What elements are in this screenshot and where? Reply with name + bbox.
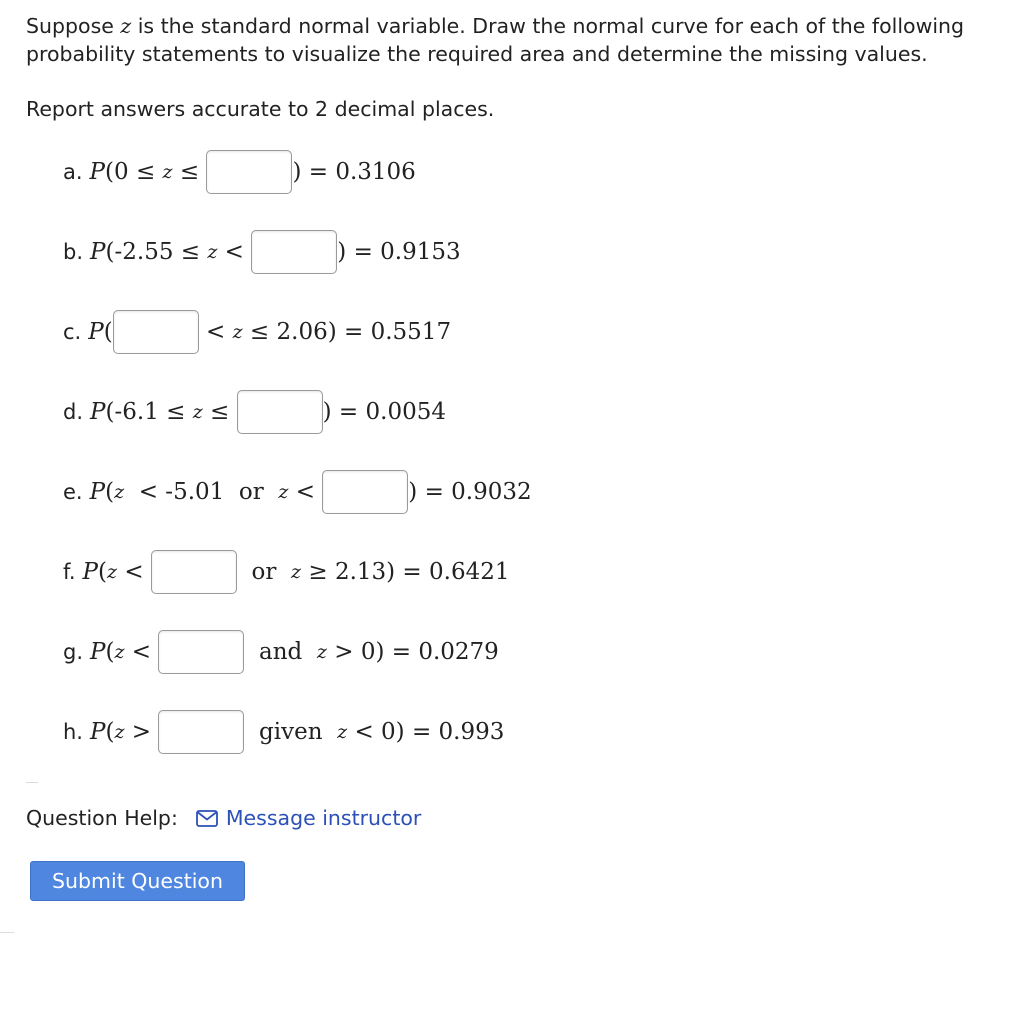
item-e-row	[63, 467, 532, 517]
item-a-answer-input[interactable]	[206, 150, 292, 194]
report-instruction: Report answers accurate to 2 decimal places.	[26, 97, 495, 121]
message-instructor-link[interactable]: Message instructor	[225, 806, 422, 830]
item-h-suffix: given z < 0) = 0.993	[244, 719, 505, 745]
item-e-prefix: P ( z < -5.01 or z <	[89, 479, 323, 505]
item-f-prefix: P ( z <	[82, 559, 151, 585]
item-b-label: b.	[63, 240, 84, 264]
divider	[26, 782, 38, 783]
item-c-prefix: P (	[88, 319, 113, 345]
item-c-row	[63, 307, 451, 357]
item-g-prefix: P ( z <	[90, 639, 159, 665]
question-help	[26, 802, 421, 834]
item-c-label: c.	[63, 320, 82, 344]
item-d-row	[63, 387, 446, 437]
question-help-label: Question Help:	[26, 806, 178, 830]
item-g-label: g.	[63, 640, 84, 664]
item-c-answer-input[interactable]	[113, 310, 199, 354]
item-d-suffix: ) = 0.0054	[322, 399, 446, 425]
item-a-label: a.	[63, 160, 83, 184]
item-g-row	[63, 627, 499, 677]
item-g-suffix: and z > 0) = 0.0279	[244, 639, 499, 665]
item-d-label: d.	[63, 400, 84, 424]
item-d-prefix: P (-6.1 ≤ z ≤	[90, 399, 237, 425]
item-e-answer-input[interactable]	[322, 470, 408, 514]
item-e-suffix: ) = 0.9032	[408, 479, 532, 505]
item-g-answer-input[interactable]	[158, 630, 244, 674]
item-a-suffix: ) = 0.3106	[292, 159, 416, 185]
item-h-answer-input[interactable]	[158, 710, 244, 754]
question-text-part1: Suppose	[26, 14, 121, 38]
question-text	[26, 12, 1001, 68]
item-b-suffix: ) = 0.9153	[337, 239, 461, 265]
item-b-prefix: P (-2.55 ≤ z <	[90, 239, 252, 265]
question-variable: z	[120, 14, 132, 38]
item-a-prefix: P (0 ≤ z ≤	[89, 159, 207, 185]
envelope-icon[interactable]	[196, 810, 218, 827]
submit-question-button[interactable]: Submit Question	[30, 861, 245, 901]
item-f-label: f.	[63, 560, 76, 584]
item-f-answer-input[interactable]	[151, 550, 237, 594]
item-f-suffix: or z ≥ 2.13) = 0.6421	[236, 559, 510, 585]
item-c-suffix: < z ≤ 2.06) = 0.5517	[198, 319, 452, 345]
item-f-row	[63, 547, 510, 597]
item-a-row	[63, 147, 416, 197]
divider-bottom	[0, 932, 14, 933]
item-b-answer-input[interactable]	[251, 230, 337, 274]
item-d-answer-input[interactable]	[237, 390, 323, 434]
question-text-part2: is the standard normal variable. Draw the normal curve for each of the following probability statements to visualize the required area and determine the missing values.	[26, 14, 965, 66]
item-e-label: e.	[63, 480, 83, 504]
item-h-row	[63, 707, 504, 757]
item-h-prefix: P ( z >	[90, 719, 159, 745]
item-b-row	[63, 227, 461, 277]
item-h-label: h.	[63, 720, 83, 744]
